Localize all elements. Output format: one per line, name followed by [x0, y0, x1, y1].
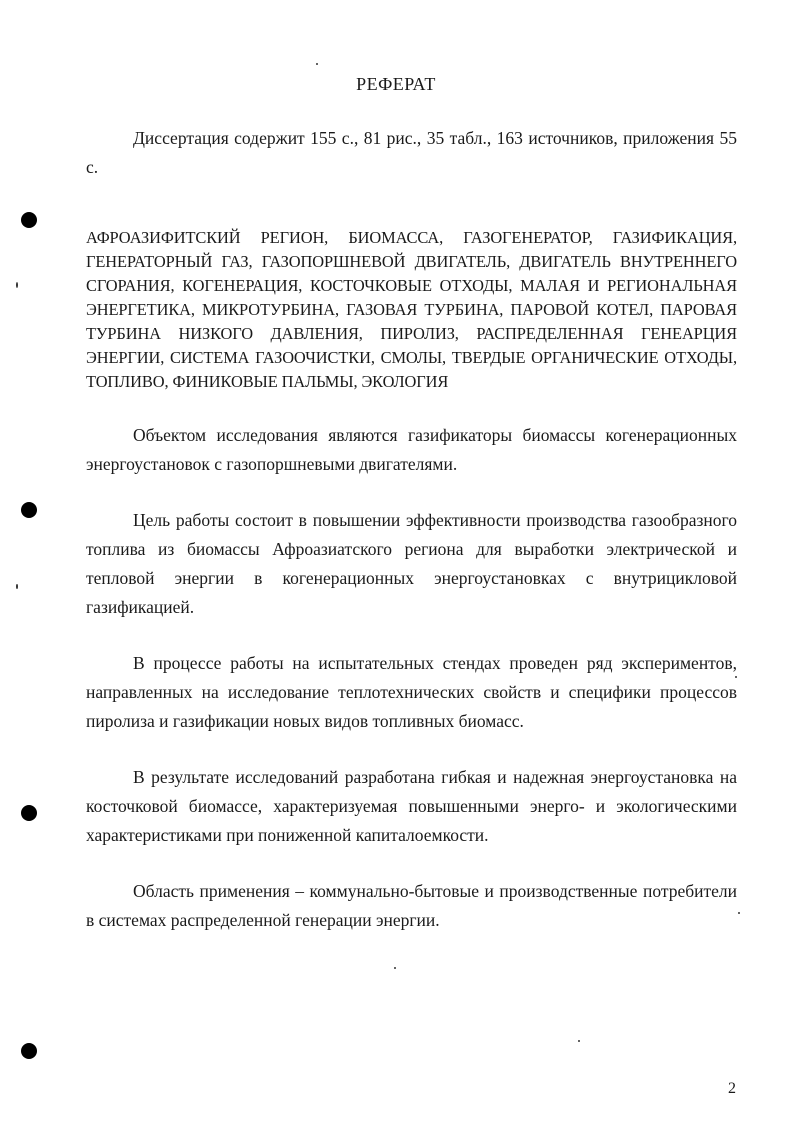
scan-speck: [16, 282, 18, 288]
document-body: [86, 124, 737, 935]
page-title: РЕФЕРАТ: [356, 74, 436, 94]
result-paragraph: В результате исследований разработана гибкая и надежная энергоустановка на косточковой биомассе, характеризуемая повышенными энерго- и экологическими характеристиками при пониженной капиталоемкости.: [86, 767, 737, 845]
application-paragraph: Область применения – коммунально-бытовые и производственные потребители в системах распределенной генерации энергии.: [86, 881, 737, 930]
keywords-paragraph: АФРОАЗИФИТСКИЙ РЕГИОН, БИОМАССА, ГАЗОГЕНЕРАТОР, ГАЗИФИКАЦИЯ, ГЕНЕРАТОРНЫЙ ГАЗ, ГАЗОПОРШНЕВОЙ ДВИГАТЕЛЬ, ДВИГАТЕЛЬ ВНУТРЕННЕГО СГОРАНИЯ, КОГЕНЕРАЦИЯ, КОСТОЧКОВЫЕ ОТХОДЫ, МАЛАЯ И РЕГИОНАЛЬНАЯ ЭНЕРГЕТИКА, МИКРОТУРБИНА, ГАЗОВАЯ ТУРБИНА, ПАРОВОЙ КОТЕЛ, ПАРОВАЯ ТУРБИНА НИЗКОГО ДАВЛЕНИЯ, ПИРОЛИЗ, РАСПРЕДЕЛЕННАЯ ГЕНЕАРЦИЯ ЭНЕРГИИ, СИСТЕМА ГАЗООЧИСТКИ, СМОЛЫ, ТВЕРДЫЕ ОРГАНИЧЕСКИЕ ОТХОДЫ, ТОПЛИВО, ФИНИКОВЫЕ ПАЛЬМЫ, ЭКОЛОГИЯ: [86, 228, 737, 391]
scan-speck: [394, 967, 396, 969]
scan-speck: [738, 912, 740, 914]
scan-speck: [316, 63, 318, 65]
punch-hole-4: [21, 1043, 37, 1059]
punch-hole-3: [21, 805, 37, 821]
summary-paragraph: Диссертация содержит 155 с., 81 рис., 35 табл., 163 источников, приложения 55 с.: [86, 128, 737, 177]
punch-hole-2: [21, 502, 37, 518]
page-number: 2: [728, 1080, 736, 1097]
scan-speck: [578, 1040, 580, 1042]
goal-paragraph: Цель работы состоит в повышении эффективности производства газообразного топлива из биомассы Афроазиатского региона для выработки электрической и тепловой энергии в когенерационных энергоустановках с внутрицикловой газификацией.: [86, 510, 737, 617]
scan-speck: [16, 584, 18, 589]
object-paragraph: Объектом исследования являются газификаторы биомассы когенерационных энергоустановок с газопоршневыми двигателями.: [86, 425, 737, 474]
process-paragraph: В процессе работы на испытательных стендах проведен ряд экспериментов, направленных на исследование теплотехнических свойств и специфики процессов пиролиза и газификации новых видов топливных биомасс.: [86, 653, 737, 731]
punch-hole-1: [21, 212, 37, 228]
